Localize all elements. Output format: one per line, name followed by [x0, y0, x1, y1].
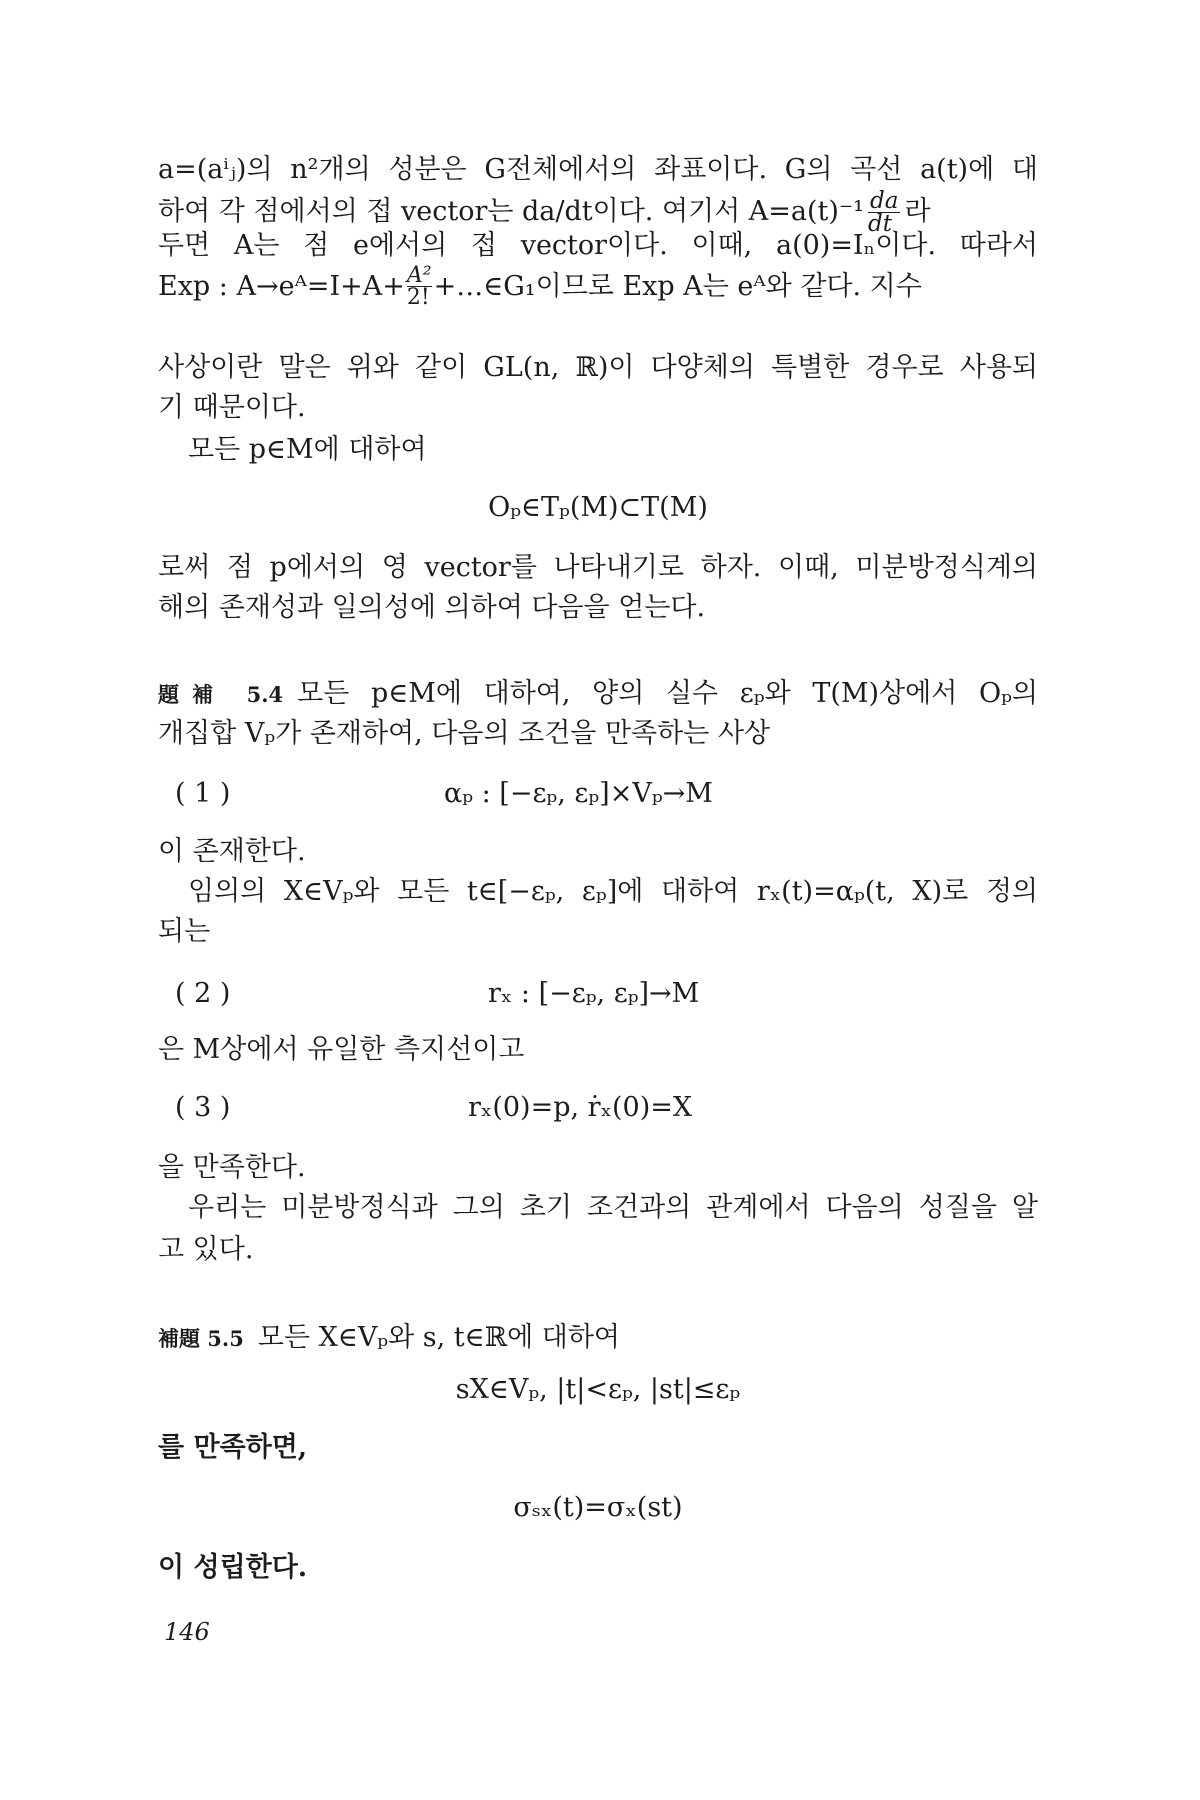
para1-line2-text: 하여 각 점에서의 접 vector는 da/dt이다. 여기서 A=a(t)⁻¹: [158, 196, 864, 227]
page-number: 146: [164, 1618, 210, 1646]
fraction-numerator: A²: [406, 263, 432, 288]
para1-line5: 사상이란 말은 위와 같이 GL(n, ℝ)이 다양체의 특별한 경우로 사용되: [158, 352, 1038, 383]
lemma-5-5-intro: 모든 X∈Vₚ와 s, t∈ℝ에 대하여: [257, 1322, 620, 1353]
fraction-a2-2fact: [406, 263, 432, 310]
equation-number-3: ( 3 ): [175, 1092, 231, 1123]
para2-line2: 해의 존재성과 일의성에 의하여 다음을 얻는다.: [158, 592, 706, 623]
para1-line4-end: +…∈G₁이므로 Exp A는 eᴬ와 같다. 지수: [433, 271, 922, 302]
lemma-5-4-line2: 개집합 Vₚ가 존재하여, 다음의 조건을 만족하는 사상: [158, 718, 771, 749]
lemma-label: 補題 5.5: [158, 1326, 244, 1351]
para1-line4-text: Exp : A→eᴬ=I+A+: [158, 271, 405, 302]
lemma-5-4-after2: 은 M상에서 유일한 측지선이고: [158, 1034, 525, 1065]
lemma-5-4-line1: [158, 676, 1038, 713]
equation-2: rₓ : [−εₚ, εₚ]→M: [488, 978, 700, 1009]
para1-line6: 기 때문이다.: [158, 392, 306, 423]
para2-intro: 모든 p∈M에 대하여: [188, 434, 427, 465]
equation-number-1: ( 1 ): [175, 778, 231, 809]
para1-line3: 두면 A는 점 e에서의 접 vector이다. 이때, a(0)=Iₙ이다. 따라서: [158, 230, 1038, 261]
equation-zero-vector: Oₚ∈Tₚ(M)⊂T(M): [488, 492, 708, 523]
equation-1: αₚ : [−εₚ, εₚ]×Vₚ→M: [444, 778, 713, 809]
lemma-label: 題補 5.4: [158, 682, 284, 707]
equation-number-2: ( 2 ): [175, 978, 231, 1009]
para3-line1: 우리는 미분방정식과 그의 초기 조건과의 관계에서 다음의 성질을 알: [188, 1192, 1038, 1223]
lemma-5-4-after3: 을 만족한다.: [158, 1152, 306, 1183]
para3-line2: 고 있다.: [158, 1234, 254, 1265]
fraction-numerator: da: [870, 188, 899, 214]
para1-line4: [158, 263, 1038, 310]
para1-line1: a=(aⁱⱼ)의 n²개의 성분은 G전체에서의 좌표이다. G의 곡선 a(t)에 대: [158, 154, 1038, 185]
lemma-5-4-after1: 이 존재한다.: [158, 836, 306, 867]
lemma-5-4-text: 모든 p∈M에 대하여, 양의 실수 εₚ와 T(M)상에서 Oₚ의: [297, 678, 1038, 709]
para1-line2-end: 라: [904, 196, 931, 227]
fraction-denominator: 2!: [406, 285, 430, 310]
fraction-denominator: dt: [868, 211, 892, 237]
lemma-5-4-line3: 임의의 X∈Vₚ와 모든 t∈[−εₚ, εₚ]에 대하여 rₓ(t)=αₚ(t, X)로 정의: [188, 876, 1038, 907]
lemma-5-5-line3: 이 성립한다.: [158, 1552, 308, 1583]
lemma-5-5-line1: [158, 1320, 1038, 1357]
lemma-5-5-condition: sX∈Vₚ, |t|<εₚ, |st|≤εₚ: [455, 1374, 741, 1405]
lemma-5-5-equation: σₛₓ(t)=σₓ(st): [513, 1492, 683, 1523]
equation-3: rₓ(0)=p, ṙₓ(0)=X: [468, 1092, 693, 1123]
lemma-5-5-line2: 를 만족하면,: [158, 1432, 308, 1463]
para2-line1: 로써 점 p에서의 영 vector를 나타내기로 하자. 이때, 미분방정식계의: [158, 552, 1038, 583]
lemma-5-4-line4: 되는: [158, 916, 211, 947]
